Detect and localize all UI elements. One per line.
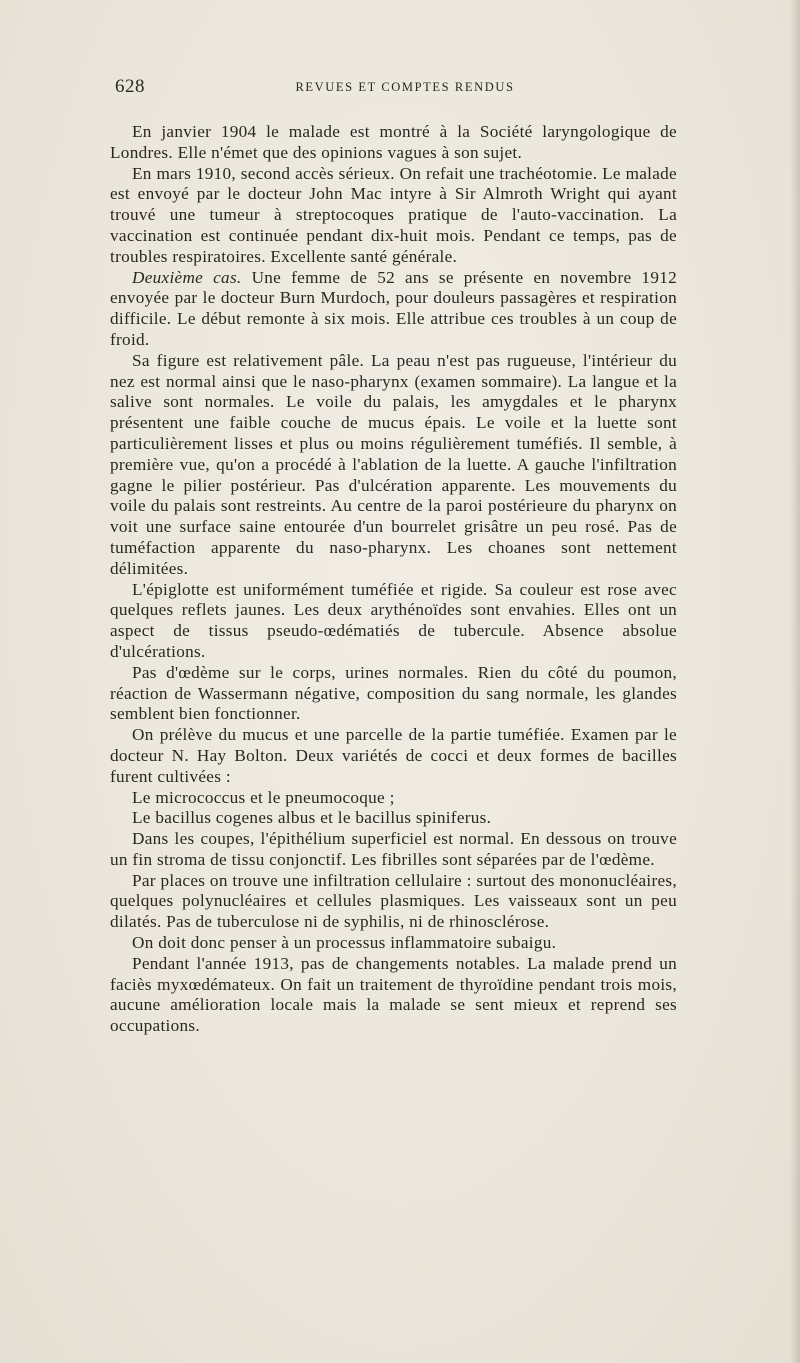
paragraph-text: L'épiglotte est uniformément tuméfiée et rigide. Sa couleur est rose avec quelques reflets jaunes. Les deux arythénoïdes sont envahies. Elles ont un aspect de tissus pseudo-œdématiés de tubercule. Absence absolue d'ulcérations.	[110, 579, 677, 661]
paragraph	[110, 663, 677, 725]
page-number: 628	[115, 76, 145, 97]
case-heading: Deuxième cas.	[132, 267, 242, 287]
paragraph	[110, 871, 677, 933]
page-header	[115, 76, 655, 102]
paragraph	[110, 829, 677, 871]
paragraph	[110, 808, 677, 829]
paragraph-text: On doit donc penser à un processus inflammatoire subaigu.	[132, 933, 557, 953]
paragraph	[110, 122, 677, 164]
paragraph	[110, 268, 677, 351]
paragraph-text: Pendant l'année 1913, pas de changements notables. La malade prend un faciès myxœdémateux. On fait un traitement de thyroïdine pendant trois mois, aucune amélioration locale mais la malade se sent mieux et reprend ses occupations.	[110, 953, 677, 1036]
paragraph	[110, 933, 677, 954]
paragraph-text: Le bacillus cogenes albus et le bacillus spiniferus.	[132, 808, 492, 828]
paragraph-text: Par places on trouve une infiltration cellulaire : surtout des mononucléaires, quelques polynucléaires et cellules plasmiques. Les vaisseaux sont un peu dilatés. Pas de tuberculose ni de syphilis, ni de rhinosclérose.	[110, 870, 677, 932]
paragraph	[110, 788, 677, 809]
paragraph	[110, 954, 677, 1037]
paragraph-text: En mars 1910, second accès sérieux. On refait une trachéotomie. Le malade est envoyé par le docteur John Mac intyre à Sir Almroth Wright qui ayant trouvé une tumeur à streptocoques pratique de l'auto-vaccination. La vaccination est continuée pendant dix-huit mois. Pendant ce temps, pas de troubles respiratoires. Excellente santé générale.	[110, 163, 677, 266]
paragraph-text: Sa figure est relativement pâle. La peau n'est pas rugueuse, l'intérieur du nez est normal ainsi que le naso-pharynx (examen sommaire). La langue et la salive sont normales. Le voile du palais, les amygdales et le pharynx présentent une faible couche de mucus épais. Le voile et la luette sont particulièrement lisses et plus ou moins régulièrement tuméfiés. Il semble, à première vue, qu'on a procédé à l'ablation de la luette. A gauche l'infiltration gagne le pilier postérieur. Pas d'ulcération apparente. Les mouvements du voile du palais sont restreints. Au centre de la paroi postérieure du pharynx on voit une surface saine entourée d'un bourrelet grisâtre un peu rosé. Pas de tuméfaction apparente du naso-pharynx. Les choanes sont nettement délimitées.	[110, 350, 677, 578]
article-body	[110, 122, 677, 1037]
page-edge-shadow	[790, 0, 800, 1363]
paragraph	[110, 580, 677, 663]
paragraph	[110, 725, 677, 787]
paragraph	[110, 351, 677, 580]
paragraph-text: On prélève du mucus et une parcelle de la partie tuméfiée. Examen par le docteur N. Hay Bolton. Deux variétés de cocci et deux formes de bacilles furent cultivées :	[110, 725, 677, 786]
paragraph-text: Une femme de 52 ans se présente en novembre 1912 envoyée par le docteur Burn Murdoch, pour douleurs passagères et respiration difficile. Le début remonte à six mois. Elle attribue ces troubles à un coup de froid.	[110, 267, 677, 349]
paragraph-text: En janvier 1904 le malade est montré à la Société laryngologique de Londres. Elle n'émet que des opinions vagues à son sujet.	[110, 122, 677, 162]
paragraph	[110, 164, 677, 268]
paragraph-text: Pas d'œdème sur le corps, urines normales. Rien du côté du poumon, réaction de Wassermann négative, composition du sang normale, les glandes semblent bien fonctionner.	[110, 662, 677, 724]
paragraph-text: Le micrococcus et le pneumocoque ;	[132, 787, 395, 807]
running-head: REVUES ET COMPTES RENDUS	[295, 80, 515, 94]
paragraph-text: Dans les coupes, l'épithélium superficiel est normal. En dessous on trouve un fin stroma de tissu conjonctif. Les fibrilles sont séparées par de l'œdème.	[110, 829, 677, 869]
